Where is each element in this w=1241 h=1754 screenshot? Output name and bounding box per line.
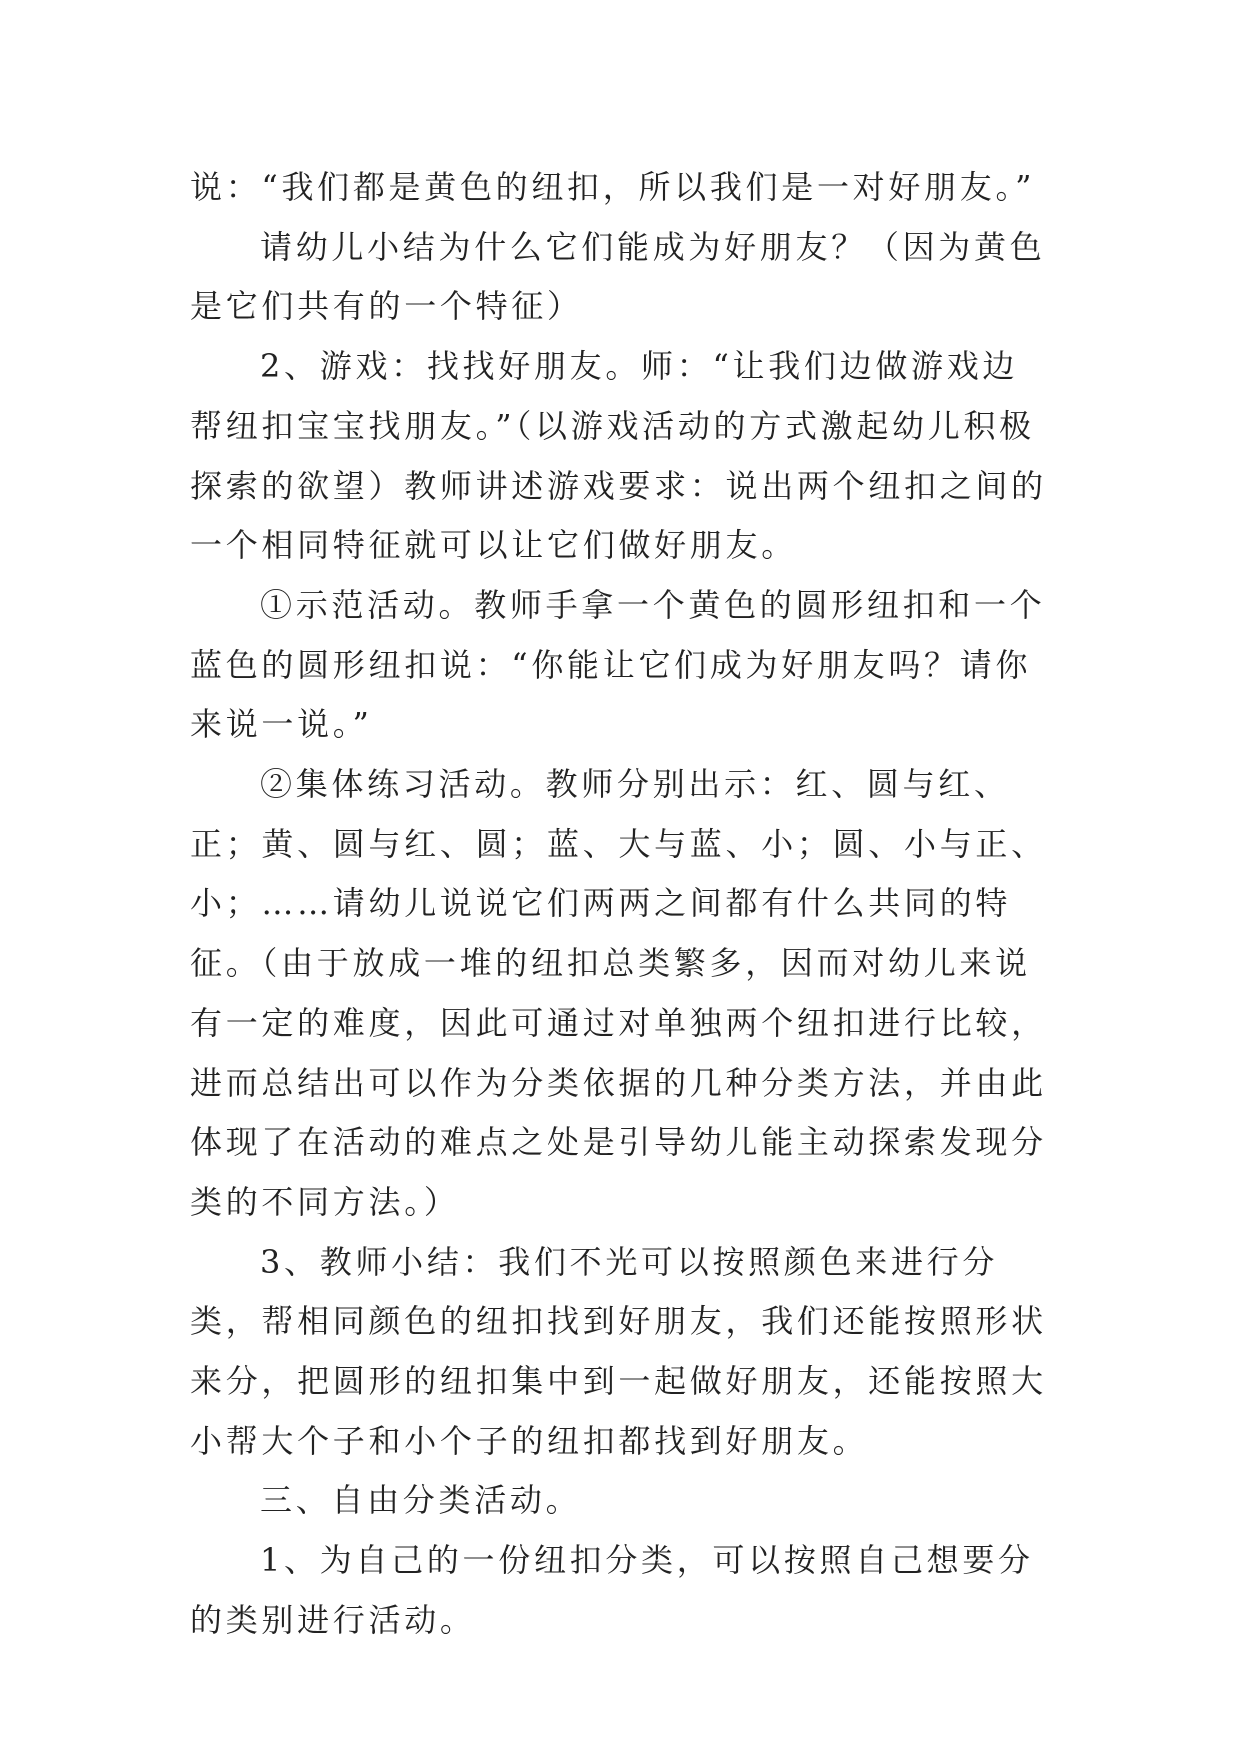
document-body (190, 158, 1048, 1651)
paragraph-3: 2、游戏：找找好朋友。师：“让我们边做游戏边帮纽扣宝宝找朋友。”（以游戏活动的方式激起幼儿积极探索的欲望）教师讲述游戏要求：说出两个纽扣之间的一个相同特征就可以让它们做好朋友。 (190, 347, 1047, 565)
paragraph-5: ②集体练习活动。教师分别出示：红、圆与红、正；黄、圆与红、圆；蓝、大与蓝、小；圆、小与正、小；……请幼儿说说它们两两之间都有什么共同的特征。（由于放成一堆的纽扣总类繁多，因而对幼儿来说有一定的难度，因此可通过对单独两个纽扣进行比较，进而总结出可以作为分类依据的几种分类方法，并由此体现了在活动的难点之处是引导幼儿能主动探索发现分类的不同方法。） (190, 765, 1047, 1221)
paragraph-2: 请幼儿小结为什么它们能成为好朋友？（因为黄色是它们共有的一个特征） (190, 227, 1046, 326)
paragraph-8: 1、为自己的一份纽扣分类，可以按照自己想要分的类别进行活动。 (190, 1541, 1034, 1639)
paragraph-1: 说：“我们都是黄色的纽扣，所以我们是一对好朋友。” (190, 168, 1036, 206)
paragraph-6: 3、教师小结：我们不光可以按照颜色来进行分类，帮相同颜色的纽扣找到好朋友，我们还能按照形状来分，把圆形的纽扣集中到一起做好朋友，还能按照大小帮大个子和小个子的纽扣都找到好朋友。 (190, 1242, 1047, 1460)
paragraph-4: ①示范活动。教师手拿一个黄色的圆形纽扣和一个蓝色的圆形纽扣说：“你能让它们成为好朋友吗？请你来说一说。” (190, 585, 1046, 744)
paragraph-7: 三、自由分类活动。 (260, 1481, 582, 1520)
